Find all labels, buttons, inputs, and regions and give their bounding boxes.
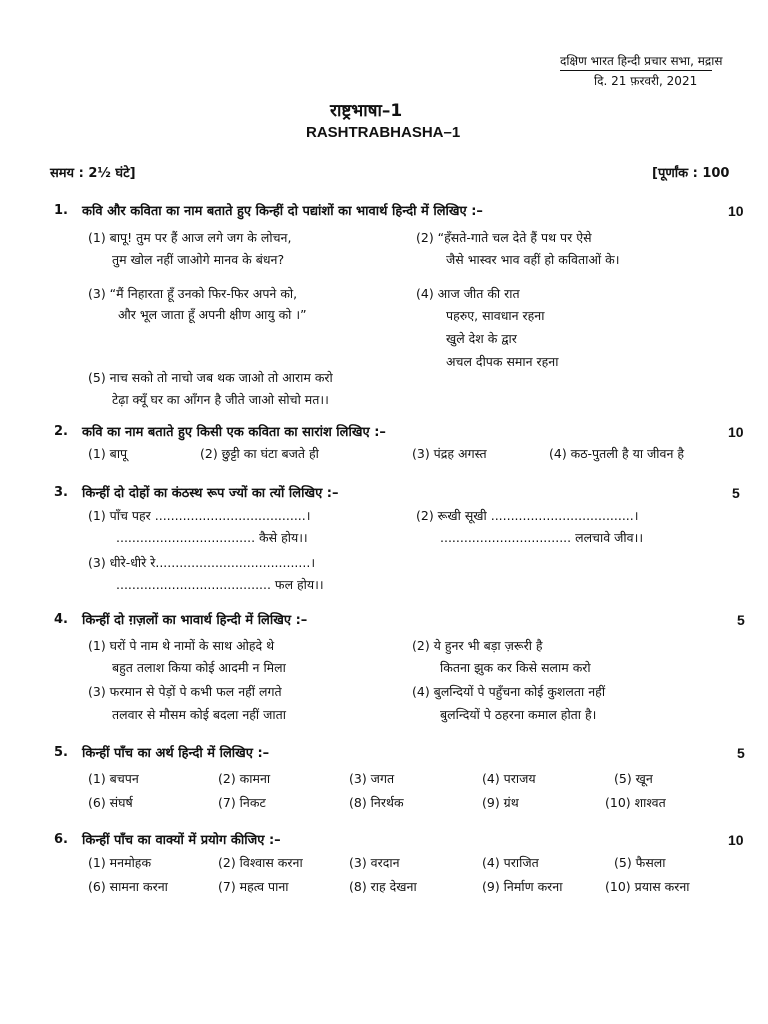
verse-line: टेढ़ा क्यूँ घर का आँगन है जीते जाओ सोचो मत।। (112, 392, 329, 407)
verse-line: (2) “हँसते-गाते चल देते हैं पथ पर ऐसे (416, 230, 592, 245)
question-text: कवि का नाम बताते हुए किसी एक कविता का सारांश लिखिए :– (82, 425, 386, 440)
question-marks: 5 (737, 745, 745, 761)
question-number: 3. (54, 485, 68, 500)
word-item: (4) पराजय (482, 771, 536, 786)
question-number: 5. (54, 745, 68, 760)
doha-line: (3) धीरे-धीरे रे.......................................। (88, 555, 316, 570)
exam-date: दि. 21 फ़रवरी, 2021 (594, 74, 698, 88)
phrase-item: (4) पराजित (482, 855, 539, 870)
phrase-item: (2) विश्वास करना (218, 855, 303, 870)
ghazal-line: (1) घरों पे नाम थे नामों के साथ ओहदे थे (88, 638, 275, 653)
ghazal-line: (3) फरमान से पेड़ों पे कभी फल नहीं लगते (88, 684, 282, 699)
verse-line: तुम खोल नहीं जाओगे मानव के बंधन? (112, 252, 285, 267)
question-marks: 10 (728, 832, 744, 848)
question-number: 2. (54, 424, 68, 439)
word-item: (7) निकट (218, 795, 266, 810)
ghazal-line: (2) ये हुनर भी बड़ा ज़रूरी है (412, 638, 543, 653)
ghazal-line: बहुत तलाश किया कोई आदमी न मिला (112, 660, 286, 675)
doha-line: (1) पाँच पहर ......................................। (88, 508, 311, 523)
phrase-item: (7) महत्व पाना (218, 879, 289, 894)
phrase-item: (10) प्रयास करना (605, 879, 690, 894)
org-underline (560, 70, 712, 71)
ghazal-line: कितना झुक कर किसे सलाम करो (440, 660, 591, 675)
doha-line: ................................. ललचावे जीव।। (440, 530, 644, 545)
verse-line: और भूल जाता हूँ अपनी क्षीण आयु को ।” (118, 307, 307, 322)
question-text: किन्हीं दो दोहों का कंठस्थ रूप ज्यों का त्यों लिखिए :– (82, 486, 339, 501)
word-item: (6) संघर्ष (88, 795, 133, 810)
verse-line: अचल दीपक समान रहना (446, 354, 559, 369)
verse-line: (3) “मैं निहारता हूँ उनको फिर-फिर अपने को, (88, 286, 298, 301)
word-item: (8) निरर्थक (349, 795, 404, 810)
option-item: (3) पंद्रह अगस्त (412, 446, 487, 461)
word-item: (3) जगत (349, 771, 395, 786)
paper-title-english: RASHTRABHASHA–1 (306, 124, 461, 141)
verse-line: जैसे भास्वर भाव वहीं हो कविताओं के। (446, 252, 620, 267)
verse-line: (1) बापू! तुम पर हैं आज लगे जग के लोचन, (88, 230, 292, 245)
total-marks: [पूर्णांक : 100 (652, 166, 730, 181)
word-item: (10) शाश्वत (605, 795, 666, 810)
doha-line: ................................... कैसे होय।। (116, 530, 308, 545)
paper-title-hindi: राष्ट्रभाषा–1 (330, 101, 403, 121)
question-marks: 5 (732, 485, 740, 501)
word-item: (1) बचपन (88, 771, 139, 786)
verse-line: (4) आज जीत की रात (416, 286, 520, 301)
question-number: 6. (54, 832, 68, 847)
ghazal-line: (4) बुलन्दियों पे पहुँचना कोई कुशलता नहीं (412, 684, 606, 699)
option-item: (1) बापू (88, 446, 128, 461)
phrase-item: (9) निर्माण करना (482, 879, 563, 894)
time-allowed: समय : 2½ घंटे] (50, 166, 136, 181)
question-marks: 5 (737, 612, 745, 628)
doha-line: (2) रूखी सूखी ....................................। (416, 508, 639, 523)
question-marks: 10 (728, 203, 744, 219)
org-name: दक्षिण भारत हिन्दी प्रचार सभा, मद्रास (560, 54, 723, 68)
phrase-item: (8) राह देखना (349, 879, 417, 894)
question-text: किन्हीं दो ग़ज़लों का भावार्थ हिन्दी में लिखिए :– (82, 613, 308, 628)
doha-line: ....................................... फल होय।। (116, 577, 324, 592)
word-item: (5) खून (614, 771, 653, 786)
question-number: 1. (54, 203, 68, 218)
verse-line: पहरुए, सावधान रहना (446, 308, 545, 323)
question-text: किन्हीं पाँच का वाक्यों में प्रयोग कीजिए :– (82, 833, 281, 848)
question-text: कवि और कविता का नाम बताते हुए किन्हीं दो पद्यांशों का भावार्थ हिन्दी में लिखिए :– (82, 204, 483, 219)
word-item: (2) कामना (218, 771, 271, 786)
option-item: (2) छुट्टी का घंटा बजते ही (200, 446, 319, 461)
question-text: किन्हीं पाँच का अर्थ हिन्दी में लिखिए :– (82, 746, 270, 761)
question-marks: 10 (728, 424, 744, 440)
verse-line: (5) नाच सको तो नाचो जब थक जाओ तो आराम करो (88, 370, 333, 385)
ghazal-line: तलवार से मौसम कोई बदला नहीं जाता (112, 707, 286, 722)
phrase-item: (1) मनमोहक (88, 855, 152, 870)
phrase-item: (5) फैसला (614, 855, 666, 870)
phrase-item: (6) सामना करना (88, 879, 168, 894)
verse-line: खुले देश के द्वार (446, 331, 517, 346)
question-number: 4. (54, 612, 68, 627)
word-item: (9) ग्रंथ (482, 795, 519, 810)
option-item: (4) कठ-पुतली है या जीवन है (549, 446, 685, 461)
phrase-item: (3) वरदान (349, 855, 400, 870)
ghazal-line: बुलन्दियों पे ठहरना कमाल होता है। (440, 707, 597, 722)
